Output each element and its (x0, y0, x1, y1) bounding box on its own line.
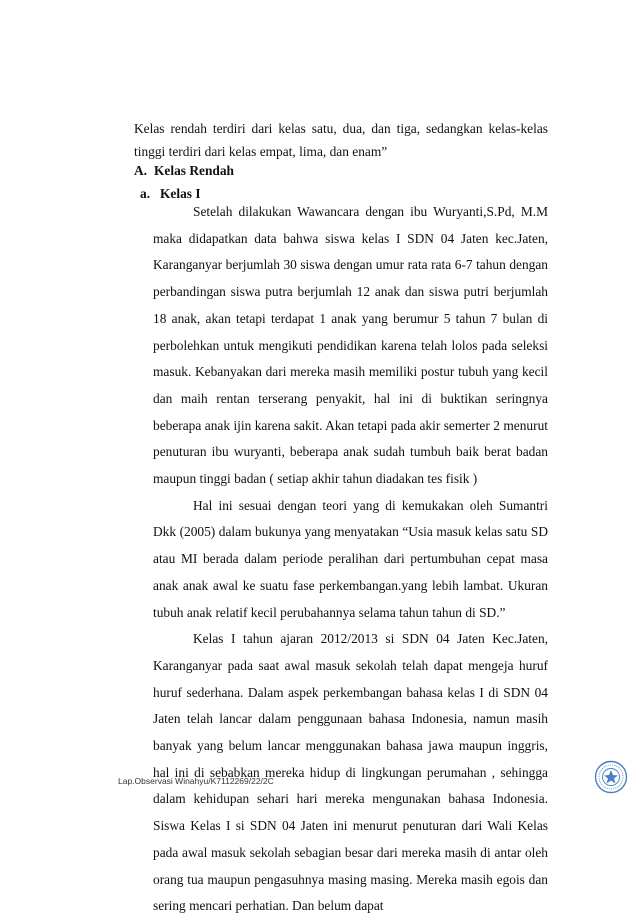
section-heading-a (134, 161, 234, 181)
body-text (153, 199, 548, 920)
subsection-heading-a-marker: a. (140, 186, 151, 201)
section-heading-a-marker: A. (134, 163, 148, 178)
subsection-heading-a-title: Kelas I (160, 186, 201, 201)
intro-paragraph: Kelas rendah terdiri dari kelas satu, dua, dan tiga, sedangkan kelas-kelas tinggi terdiri dari kelas empat, lima, dan enam” (134, 121, 548, 159)
section-heading-a-title: Kelas Rendah (154, 163, 234, 178)
page-footer: Lap.Observasi Winahyu/K7112269/22/2C (118, 776, 274, 786)
body-paragraph: Kelas I tahun ajaran 2012/2013 si SDN 04 Jaten Kec.Jaten, Karanganyar pada saat awal masuk sekolah telah dapat mengeja huruf huruf sederhana. Dalam aspek perkembangan bahasa kelas I di SDN 04 Jaten telah lancar dalam penggunaan bahasa Indonesia, namun masih banyak yang belum lancar menggunakan bahasa jawa maupun inggris, hal ini di sebabkan mereka hidup di lingkungan perumahan , sehingga dalam kehidupan sehari hari mereka mengunakan bahasa Indonesia. Siswa Kelas I si SDN 04 Jaten ini menurut penuturan dari Wali Kelas pada awal masuk sekolah sebagian besar dari mereka masih di antar oleh orang tua maupun pengasuhnya masing masing. Mereka masih egois dan sering mencari perhatian. Dan belum dapat (153, 631, 548, 914)
body-paragraph: Hal ini sesuai dengan teori yang di kemukakan oleh Sumantri Dkk (2005) dalam bukunya yang menyatakan “Usia masuk kelas satu SD atau MI berada dalam periode peralihan dari pertumbuhan cepat masa anak anak awal ke suatu fase perkembangan.yang lebih lambat. Ukuran tubuh anak relatif kecil perubahannya selama tahun tahun di SD.” (153, 497, 548, 620)
university-seal-icon (594, 760, 628, 794)
body-paragraph: Setelah dilakukan Wawancara dengan ibu Wuryanti,S.Pd, M.M maka didapatkan data bahwa siswa kelas I SDN 04 Jaten kec.Jaten, Karanganyar berjumlah 30 siswa dengan umur rata rata 6-7 tahun dengan perbandingan siswa putra berjumlah 12 anak dan siswa putri berjumlah 18 anak, akan tetapi terdapat 1 anak yang berumur 5 tahun 7 bulan di perbolehkan untuk mengikuti pendidikan karena telah lolos pada seleksi masuk. Kebanyakan dari mereka masih memiliki postur tubuh yang kecil dan maih rentan terserang penyakit, hal ini di buktikan seringnya beberapa anak ijin karena sakit. Akan tetapi pada akir semerter 2 menurut penuturan ibu wuryanti, beberapa anak sudah tumbuh baik berat badan maupun tinggi badan ( setiap akhir tahun diadakan tes fisik ) (153, 204, 548, 487)
